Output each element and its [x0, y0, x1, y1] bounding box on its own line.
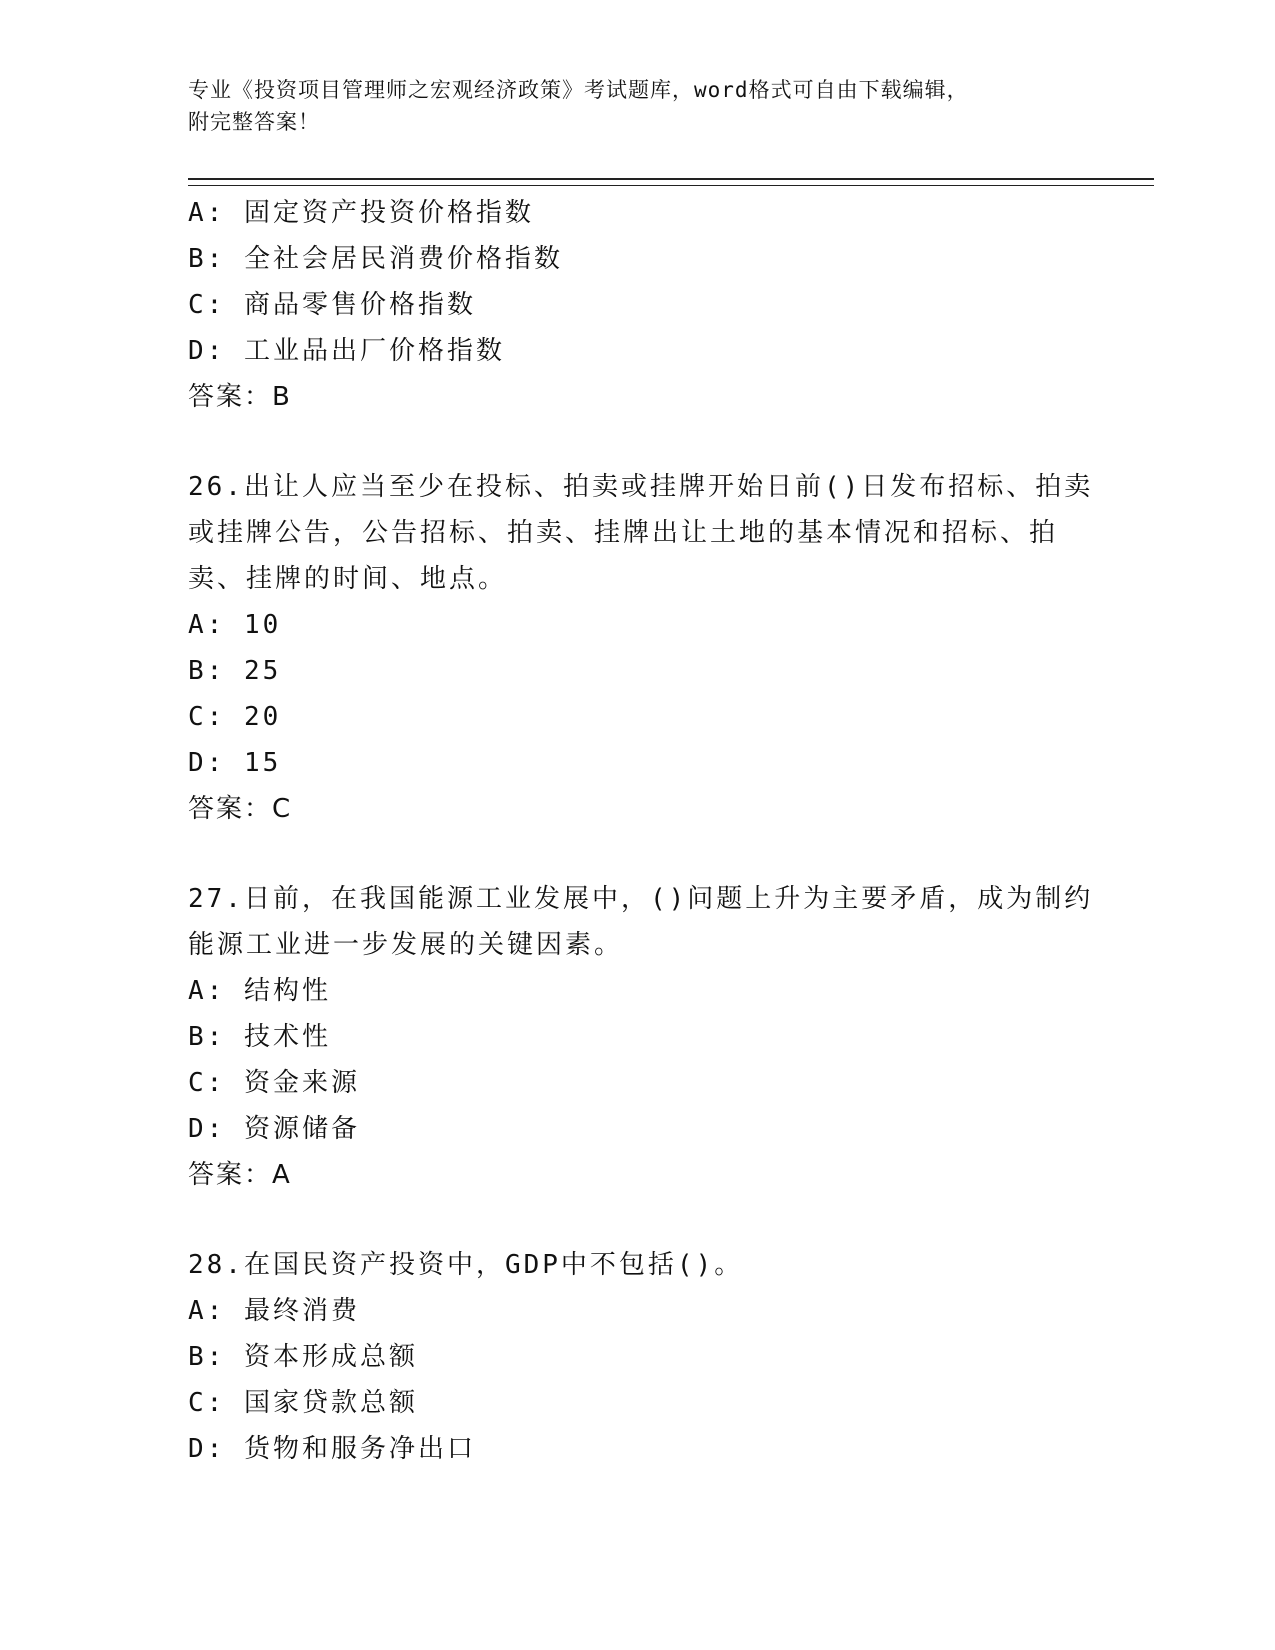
question-28	[188, 1242, 1088, 1472]
option-d: D: 货物和服务净出口	[188, 1434, 476, 1464]
question-text-line: 卖、挂牌的时间、地点。	[188, 564, 508, 594]
question-text-line: 28.在国民资产投资中，GDP中不包括()。	[188, 1250, 744, 1280]
question-text-line: 26.出让人应当至少在投标、拍卖或挂牌开始日前()日发布招标、拍卖	[188, 472, 1094, 502]
option-c: C: 20	[188, 702, 282, 732]
option-c: C: 资金来源	[188, 1068, 360, 1098]
document-header	[188, 74, 1068, 138]
option-d: D: 资源储备	[188, 1114, 360, 1144]
option-a: A: 最终消费	[188, 1296, 360, 1326]
option-a: A: 结构性	[188, 976, 331, 1006]
question-26	[188, 464, 1094, 832]
option-c: C: 国家贷款总额	[188, 1388, 418, 1418]
option-d: D: 15	[188, 748, 282, 778]
option-b: B: 技术性	[188, 1022, 331, 1052]
option-b: B: 全社会居民消费价格指数	[188, 244, 563, 274]
answer-label: 答案：A	[188, 1160, 292, 1190]
option-c: C: 商品零售价格指数	[188, 290, 476, 320]
option-b: B: 25	[188, 656, 282, 686]
option-a: A: 10	[188, 610, 282, 640]
header-line-2: 附完整答案！	[188, 110, 320, 134]
option-d: D: 工业品出厂价格指数	[188, 336, 505, 366]
question-25	[188, 190, 1088, 420]
option-b: B: 资本形成总额	[188, 1342, 418, 1372]
question-27	[188, 876, 1094, 1198]
option-a: A: 固定资产投资价格指数	[188, 198, 534, 228]
question-text-line: 能源工业进一步发展的关键因素。	[188, 930, 624, 960]
header-line-1: 专业《投资项目管理师之宏观经济政策》考试题库，word格式可自由下载编辑，	[188, 78, 969, 102]
answer-label: 答案：C	[188, 794, 293, 824]
question-list	[188, 190, 1094, 1472]
answer-label: 答案：B	[188, 382, 292, 412]
question-text-line: 或挂牌公告，公告招标、拍卖、挂牌出让土地的基本情况和招标、拍	[188, 518, 1059, 548]
header-divider	[188, 178, 1154, 186]
question-text-line: 27.日前，在我国能源工业发展中，()问题上升为主要矛盾，成为制约	[188, 884, 1094, 914]
